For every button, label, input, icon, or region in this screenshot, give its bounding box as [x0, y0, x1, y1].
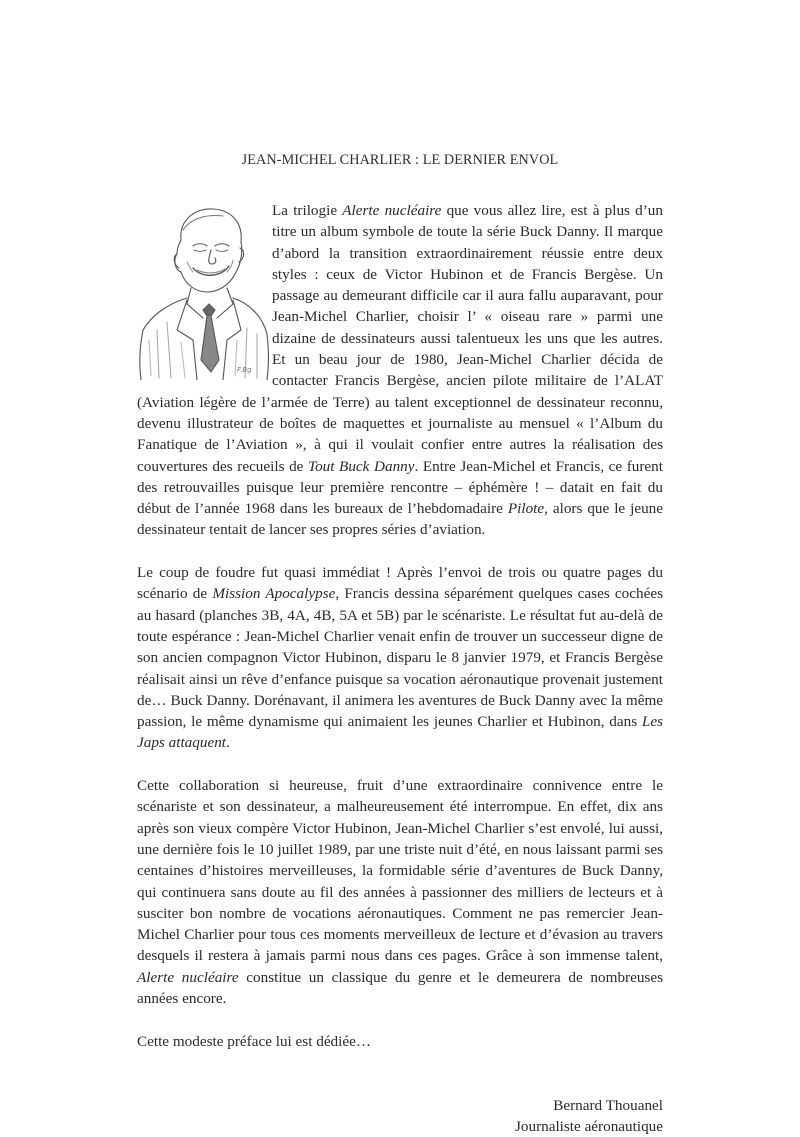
- portrait-sketch-icon: [137, 200, 272, 390]
- text-run: constitue un classique du genre et le demeurera de nombreuses années encore.: [137, 968, 663, 1007]
- text-run: . Entre Jean-Michel et Francis, ce furent des retrouvailles puisque leur première rencontre – éphémère ! – datait en fait du début de l’année 1968 dans les bureaux de l’hebdomadaire: [137, 457, 663, 518]
- italic-title: Mission Apocalypse: [212, 585, 336, 603]
- text-run: , Francis dessina séparément quelques cases cochées au hasard (planches 3B, 4A, 4B, 5A et 5B) par le scénariste. Le résultat fut au-delà de toute espérance : Jean-Michel Charlier venait enfin de trouver un successeur digne de son ancien compagnon Victor Hubinon, disparu le 8 janvier 1979, et Francis Bergèse réalisait ainsi un rêve d’enfance puisque sa vocation aéronautique provenait justement de… Buck Danny. Dorénavant, il animera les aventures de Buck Danny avec la même passion, le même dynamisme qui animaient les jeunes Charlier et Hubinon, dans: [137, 585, 663, 731]
- paragraph-3: [137, 775, 663, 1009]
- author-name: Bernard Thouanel: [553, 1096, 663, 1114]
- text-run: que vous allez lire, est à plus d’un titre un album symbole de toute la série Buck Danny. Il marque d’abord la transition extraordinairement réussie entre deux styles : ceux de Victor Hubinon et de Francis Bergèse. Un passage au demeurant difficile car il aura fallu auparavant, pour Jean-Michel Charlier, choisir l’ « oiseau rare » parmi une dizaine de dessinateurs aussi talentueux les uns que les autres. Et un beau jour de 1980, Jean-Michel Charlier décida de contacter Francis Bergèse, ancien pilote militaire de l’ALAT (Aviation légère de l’armée de Terre) au talent exceptionnel de dessinateur reconnu, devenu illustrateur de boîtes de maquettes et journaliste au mensuel « l’Album du Fanatique de l’Aviation », à qui il voulait confier entre autres la réalisation des couvertures des recueils de: [137, 202, 663, 475]
- article-body: [137, 200, 663, 1137]
- text-run: , alors que le jeune dessinateur tentait de lancer ses propres séries d’aviation.: [137, 500, 663, 539]
- italic-title: Pilote: [507, 500, 545, 518]
- paragraph-4: [137, 1031, 663, 1052]
- text-run: La trilogie: [272, 202, 343, 219]
- italic-title: Les Japs attaquent: [137, 713, 663, 752]
- italic-title: Tout Buck Danny: [308, 457, 415, 475]
- italic-title: Alerte nucléaire: [137, 968, 239, 986]
- portrait-sketch-svg: [137, 200, 272, 380]
- artist-signature: F.Bg: [237, 366, 252, 374]
- paragraph-2: [137, 562, 663, 754]
- text-run: Cette modeste préface lui est dédiée…: [137, 1032, 372, 1050]
- author-role: Journaliste aéronautique: [514, 1117, 663, 1135]
- text-run: Cette collaboration si heureuse, fruit d’une extraordinaire connivence entre le scénariste et son dessinateur, a malheureusement été interrompue. En effet, dix ans après son vieux compère Victor Hubinon, Jean-Michel Charlier s’est envolé, lui aussi, une dernière fois le 10 juillet 1989, par une triste nuit d’été, en nous laissant parmi ses centaines d’histoires merveilleuses, la formidable série d’aventures de Buck Danny, qui continuera sans doute au fil des années à passionner des milliers de lecteurs et à susciter bon nombre de vocations aéronautiques. Comment ne pas remercier Jean-Michel Charlier pour tous ces moments merveilleux de lecture et d’évasion au travers desquels il restera à jamais parmi nous dans ces pages. Grâce à son immense talent,: [137, 777, 663, 965]
- italic-title: Alerte nucléaire: [342, 202, 442, 219]
- page-title: JEAN-MICHEL CHARLIER : LE DERNIER ENVOL: [241, 152, 559, 168]
- text-run: .: [226, 734, 230, 752]
- text-run: Le coup de foudre fut quasi immédiat ! Après l’envoi de trois ou quatre pages du scénario de: [137, 564, 663, 603]
- signature-block: [137, 1095, 663, 1137]
